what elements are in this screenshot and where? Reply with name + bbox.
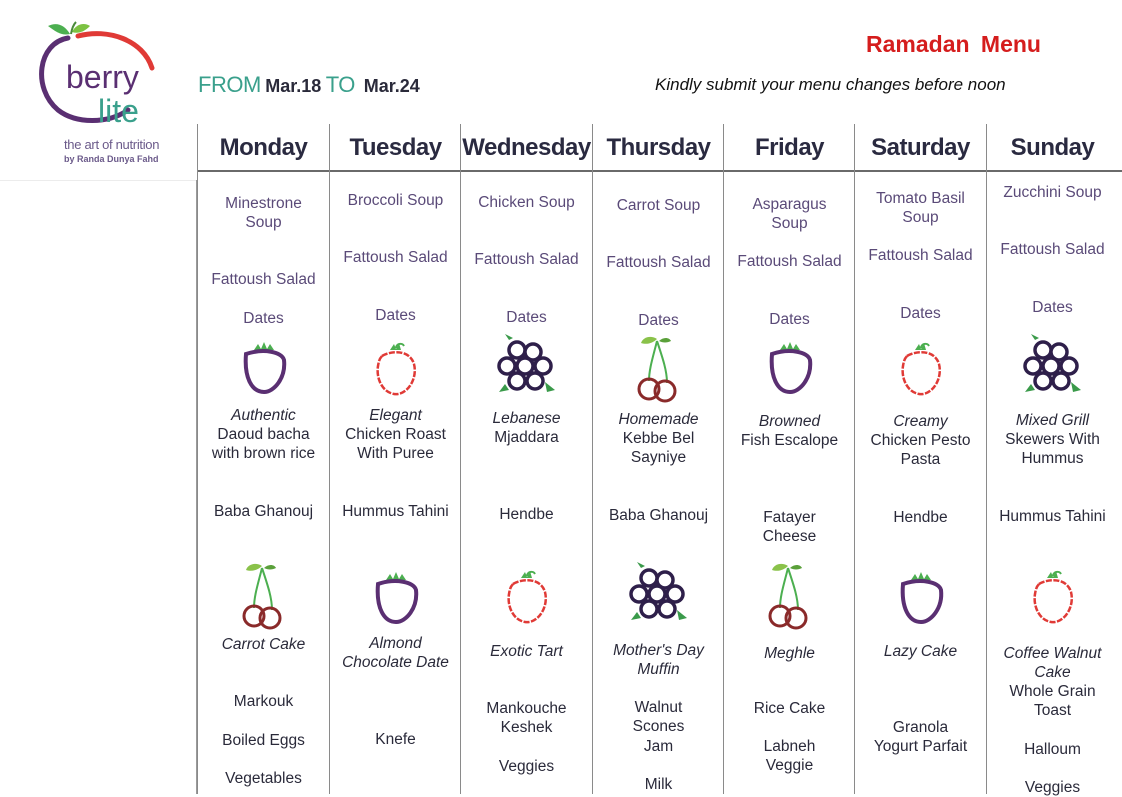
suhoor-item: Labneh Veggie xyxy=(763,738,816,774)
salad-item: Fattoush Salad xyxy=(868,247,973,264)
main-dish-style: Browned xyxy=(758,413,821,430)
suhoor-item: Veggies xyxy=(1024,779,1081,796)
cherry-icon xyxy=(766,560,814,635)
suhoor-item: Halloum xyxy=(1024,741,1081,758)
logo-word-lite: lite xyxy=(98,93,139,129)
salad-item: Fattoush Salad xyxy=(606,254,711,271)
suhoor-item: Mankouche Keshek xyxy=(486,700,567,736)
dessert-item: Carrot Cake xyxy=(221,636,306,653)
day-header-saturday: Saturday xyxy=(871,134,970,161)
suhoor-item: Veggies xyxy=(498,758,555,775)
cherry-icon xyxy=(635,333,683,408)
salad-item: Fattoush Salad xyxy=(343,249,448,266)
main-dish-name: Skewers With Hummus xyxy=(1005,431,1100,467)
suhoor-item: Rice Cake xyxy=(753,700,826,717)
dessert-item: Exotic Tart xyxy=(490,643,563,660)
to-date: Mar.24 xyxy=(363,76,420,96)
side-dish-item: Hummus Tahini xyxy=(999,508,1106,525)
column-divider xyxy=(460,124,461,794)
soup-item: Chicken Soup xyxy=(478,194,575,211)
dates-item: Dates xyxy=(1032,299,1073,316)
berries-icon xyxy=(1021,334,1085,405)
page-title: Ramadan Menu xyxy=(866,31,1041,57)
main-dish-name: Kebbe Bel Sayniye xyxy=(622,430,695,466)
fig-icon xyxy=(766,338,814,401)
brand-byline: by Randa Dunya Fahd xyxy=(64,154,159,164)
main-dish-style: Lebanese xyxy=(492,410,561,427)
cherry-icon xyxy=(240,560,288,635)
main-dish-item xyxy=(987,411,1118,468)
suhoor-item: Vegetables xyxy=(225,770,302,787)
from-date: Mar.18 xyxy=(265,76,322,96)
berries-icon xyxy=(495,334,559,405)
berries-icon xyxy=(627,562,691,633)
side-dish-item: Fatayer Cheese xyxy=(762,509,817,545)
from-label: FROM xyxy=(198,72,261,97)
day-header-thursday: Thursday xyxy=(606,134,711,161)
main-dish-item xyxy=(330,406,461,463)
main-dish-name: Mjaddara xyxy=(494,429,559,446)
salad-item: Fattoush Salad xyxy=(211,271,316,288)
dessert-item: Mother's Day Muffin xyxy=(613,642,704,678)
day-header-monday: Monday xyxy=(219,134,308,161)
fig-icon xyxy=(372,568,420,631)
main-dish-name: Fish Escalope xyxy=(740,432,839,449)
main-dish-item xyxy=(198,406,329,463)
dates-item: Dates xyxy=(243,310,284,327)
date-range xyxy=(198,72,420,98)
dates-item: Dates xyxy=(638,312,679,329)
berrylite-logo-icon xyxy=(28,18,168,138)
suhoor-item: Boiled Eggs xyxy=(222,732,305,749)
raspberry-icon xyxy=(372,340,420,405)
main-dish-name: Chicken Pesto Pasta xyxy=(870,432,971,468)
dessert-item: Coffee Walnut Cake xyxy=(1003,645,1102,681)
day-header-friday: Friday xyxy=(754,134,825,161)
soup-item: Minestrone Soup xyxy=(225,195,302,231)
soup-item: Carrot Soup xyxy=(616,197,701,214)
side-dish-item: Baba Ghanouj xyxy=(608,507,709,524)
raspberry-icon xyxy=(897,340,945,405)
brand-tagline: the art of nutrition xyxy=(64,137,160,152)
main-dish-item xyxy=(724,412,855,450)
soup-item: Tomato Basil Soup xyxy=(876,190,965,226)
dates-item: Dates xyxy=(375,307,416,324)
fig-icon xyxy=(897,568,945,631)
dates-item: Dates xyxy=(900,305,941,322)
raspberry-icon xyxy=(1029,568,1077,633)
to-label: TO xyxy=(325,72,355,97)
day-header-tuesday: Tuesday xyxy=(349,134,442,161)
main-dish-style: Elegant xyxy=(369,407,422,424)
main-dish-item xyxy=(593,410,724,467)
salad-item: Fattoush Salad xyxy=(737,253,842,270)
suhoor-item: Milk xyxy=(644,776,673,793)
side-dish-item: Hendbe xyxy=(499,506,554,523)
side-dish-item: Hendbe xyxy=(893,509,948,526)
fig-icon xyxy=(240,338,288,401)
soup-item: Asparagus Soup xyxy=(752,196,827,232)
side-dish-item: Baba Ghanouj xyxy=(213,503,314,520)
main-dish-style: Creamy xyxy=(893,413,948,430)
main-dish-item xyxy=(855,412,986,469)
salad-item: Fattoush Salad xyxy=(474,251,579,268)
side-dish-item: Hummus Tahini xyxy=(342,503,449,520)
salad-item: Fattoush Salad xyxy=(1000,241,1105,258)
main-dish-style: Authentic xyxy=(231,407,296,424)
dessert-item: Lazy Cake xyxy=(883,643,958,660)
suhoor-item: Markouk xyxy=(233,693,294,710)
main-dish-name: Chicken Roast With Puree xyxy=(345,426,446,462)
logo-word-berry: berry xyxy=(66,59,139,95)
logo-panel xyxy=(0,0,196,180)
header-rule xyxy=(198,170,1122,172)
dates-item: Dates xyxy=(506,309,547,326)
menu-notice: Kindly submit your menu changes before noon xyxy=(655,75,1006,94)
day-header-wednesday: Wednesday xyxy=(462,134,591,161)
main-dish-item xyxy=(461,409,592,447)
main-dish-style: Mixed Grill xyxy=(1015,412,1090,429)
suhoor-item: Walnut Scones xyxy=(632,699,685,735)
suhoor-item: Granola Yogurt Parfait xyxy=(873,719,968,755)
soup-item: Broccoli Soup xyxy=(347,192,444,209)
main-dish-style: Homemade xyxy=(618,411,699,428)
suhoor-item: Jam xyxy=(643,738,674,755)
main-dish-name: Daoud bacha with brown rice xyxy=(211,426,316,462)
day-header-sunday: Sunday xyxy=(1010,134,1095,161)
dates-item: Dates xyxy=(769,311,810,328)
dessert-item: Meghle xyxy=(764,645,815,662)
suhoor-item: Knefe xyxy=(375,731,416,748)
raspberry-icon xyxy=(503,568,551,633)
soup-item: Zucchini Soup xyxy=(1003,184,1102,201)
suhoor-item: Whole Grain Toast xyxy=(1009,683,1096,719)
dessert-item: Almond Chocolate Date xyxy=(342,635,449,671)
